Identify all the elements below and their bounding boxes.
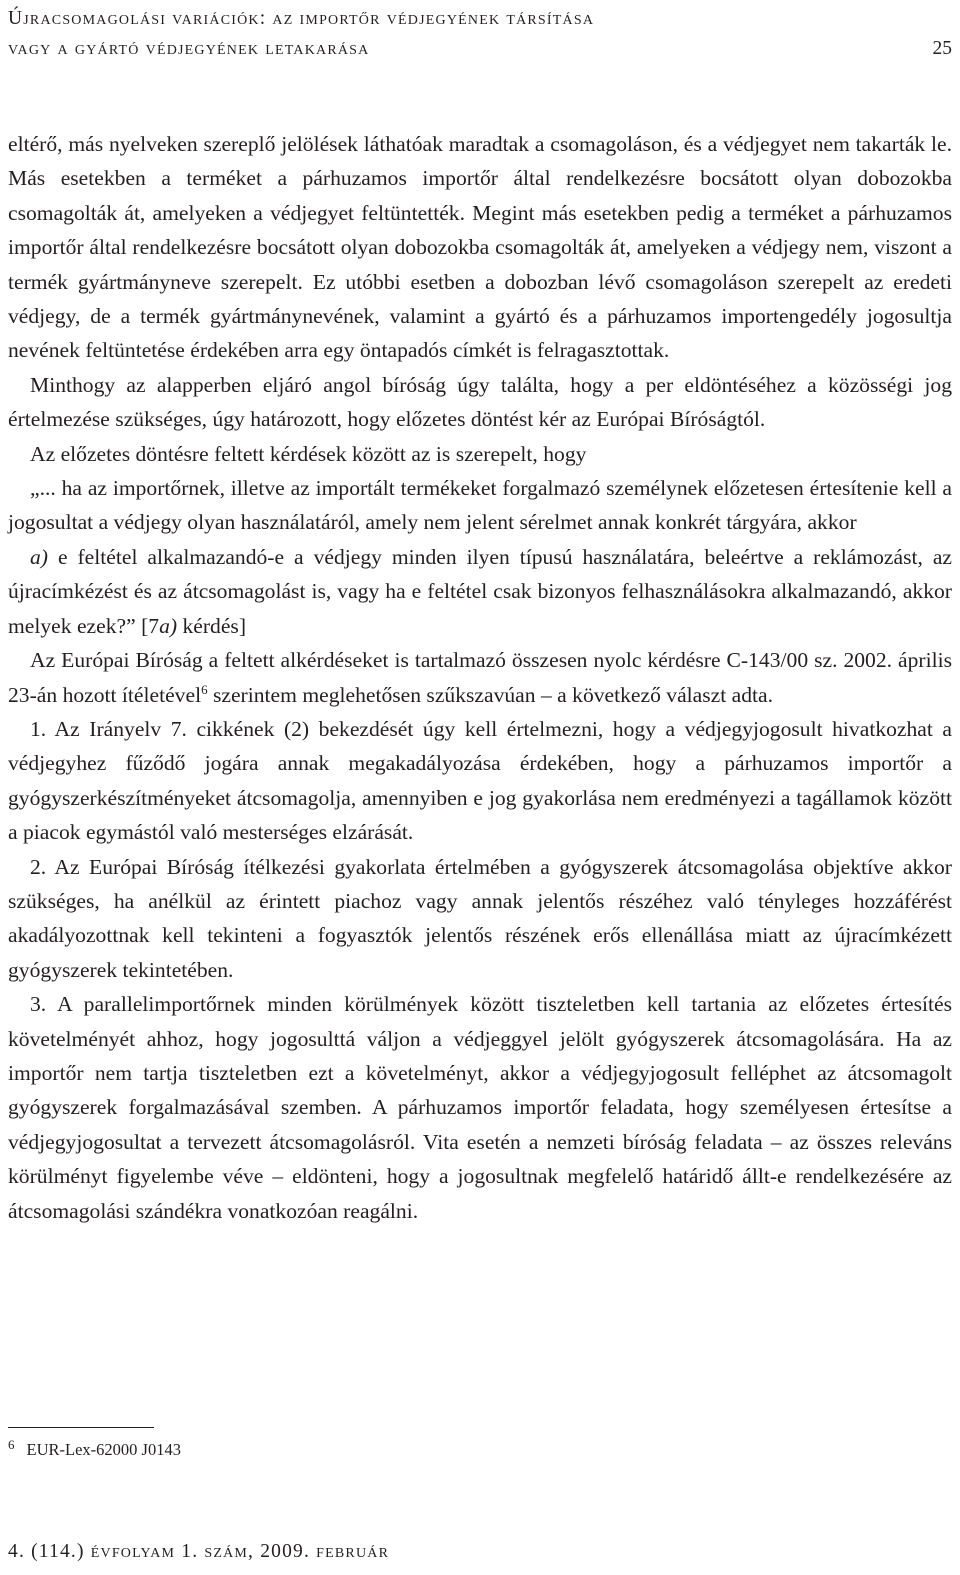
- quote-item-a: a) e feltétel alkalmazandó-e a védjegy minden ilyen típusú használatára, beleértve a reklámozást, az újracímkézést és az átcsomagolást is, vagy ha e feltétel csak bizonyos felhasználásokra alkalmazandó, akkor melyek ezek?” [7a) kérdés]: [8, 544, 952, 638]
- running-footer: 4. (114.) évfolyam 1. szám, 2009. február: [8, 1541, 390, 1562]
- header-title-line-2: vagy a gyártó védjegyének letakarása: [8, 38, 370, 59]
- paragraph-3: Az előzetes döntésre feltett kérdések között az is szerepelt, hogy: [30, 441, 587, 466]
- answer-2: 2. Az Európai Bíróság ítélkezési gyakorlata értelmében a gyógyszerek átcsomagolása objektíve akkor szükséges, ha anélkül az érintett piachoz vagy annak jelentős részéhez való tényleges hozzáférést akadályozottnak kell tekinteni a fogyasztók jelentős részének erős ellenállása miatt az újracímkézett gyógyszerek tekintetében.: [8, 854, 952, 982]
- footnote-divider: [8, 1427, 154, 1428]
- paragraph-2: Minthogy az alapperben eljáró angol bíróság úgy találta, hogy a per eldöntéséhez a közösségi jog értelmezése szükséges, úgy határozott, hogy előzetes döntést kér az Európai Bíróságtól.: [8, 372, 952, 432]
- body-text: [8, 127, 952, 1228]
- paragraph-1: eltérő, más nyelveken szereplő jelölések láthatóak maradtak a csomagoláson, és a védjegyet nem takarták le. Más esetekben a terméket a párhuzamos importőr által rendelkezésre bocsátott olyan dobozokba csomagolták át, amelyeken a védjegyet feltüntették. Megint más esetekben pedig a terméket a párhuzamos importőr által rendelkezésre bocsátott olyan dobozokba csomagolták át, amelyeken a védjegy nem, viszont a termék gyártmányneve szerepelt. Ez utóbbi esetben a dobozban lévő csomagoláson szerepelt az eredeti védjegy, de a termék gyártmánynevének, valamint a gyártó és a párhuzamos importengedély jogosultja nevének feltüntetése érdekében arra egy öntapadós címkét is felragasztottak.: [8, 132, 952, 363]
- footnote-reference[interactable]: 6: [201, 681, 208, 697]
- page-number: 25: [932, 38, 952, 59]
- footnote: [8, 1430, 952, 1465]
- quote-paragraph: „... ha az importőrnek, illetve az importált termékeket forgalmazó személynek előzetesen értesítenie kell a jogosultat a védjegy olyan használatáról, amely nem jelent sérelmet annak konkrét tárgyára, akkor: [8, 476, 952, 535]
- footnote-text: EUR-Lex-62000 J0143: [26, 1440, 181, 1459]
- answer-3: 3. A parallelimportőrnek minden körülmények között tiszteletben kell tartania az előzetes értesítés követelményét ahhoz, hogy jogosulttá váljon a védjeggyel jelölt gyógyszerek átcsomagolására. Ha az importőr nem tartja tiszteletben ezt a követelményt, akkor a védjegyjogosult felléphet az átcsomagolt gyógyszerek forgalmazásával szemben. A párhuzamos importőr feladata, hogy személyesen értesítse a védjegyjogosultat a tervezett átcsomagolásról. Vita esetén a nemzeti bíróság feladata – az összes releváns körülményt figyelembe véve – eldönteni, hogy a jogosultnak megfelelő határidő állt-e rendelkezésére az átcsomagolási szándékra vonatkozóan reagálni.: [8, 992, 952, 1223]
- paragraph-judgment: Az Európai Bíróság a feltett alkérdéseket is tartalmazó összesen nyolc kérdésre C-143/00 sz. 2002. április 23-án hozott ítéletével$^6$ szerintem meglehetősen szűkszavúan – a következő választ adta.: [8, 648, 952, 707]
- footnote-number: 6: [8, 1437, 15, 1452]
- header-title-line-1: Újracsomagolási variációk: az importőr védjegyének társítása: [8, 8, 595, 29]
- answer-1: 1. Az Irányelv 7. cikkének (2) bekezdését úgy kell értelmezni, hogy a védjegyjogosult hivatkozhat a védjegyhez fűződő jogára annak megakadályozása érdekében, hogy a párhuzamos importőr a gyógyszerkészítményeket átcsomagolja, amennyiben e jog gyakorlása nem eredményezi a tagállamok között a piacok egymástól való mesterséges elzárását.: [8, 716, 952, 845]
- running-header: [8, 4, 952, 64]
